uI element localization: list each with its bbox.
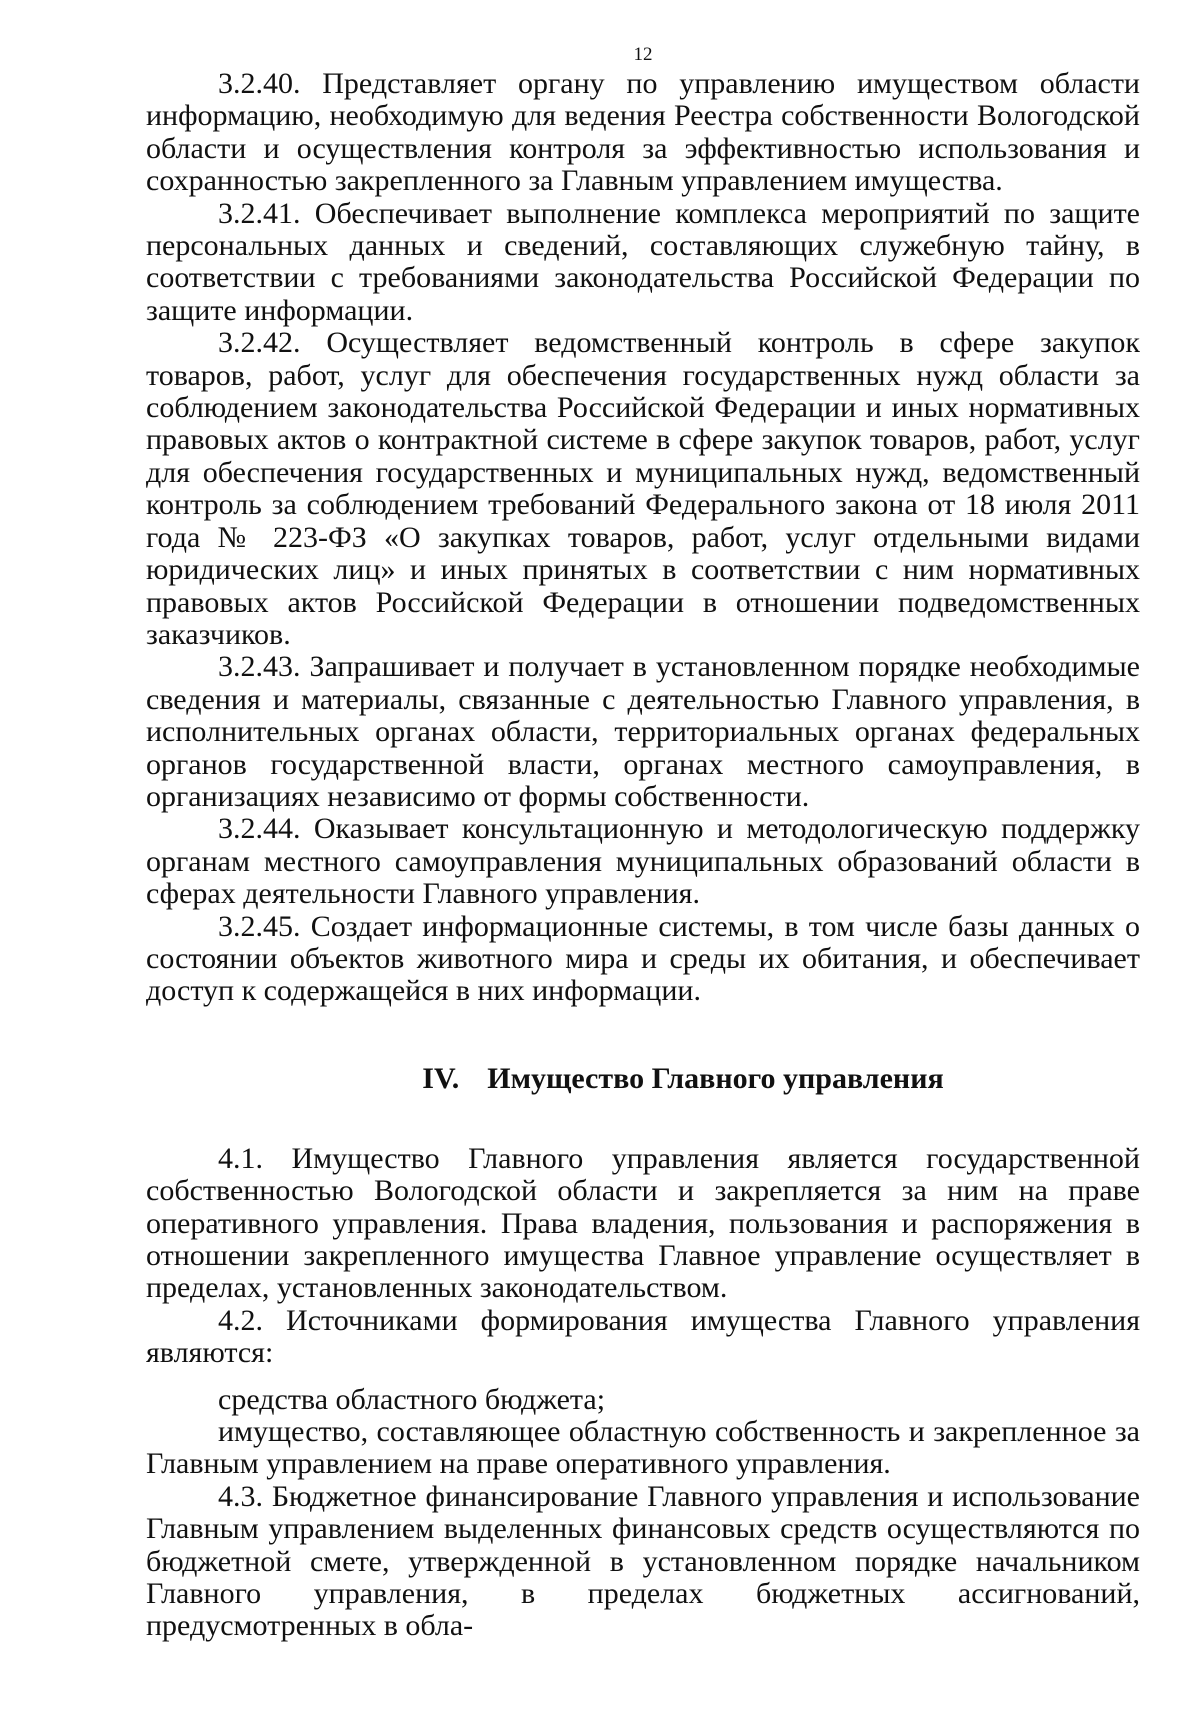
paragraph-4-1: 4.1. Имущество Главного управления является государственной собственностью Вологодской области и закрепляется за ним на праве оперативного управления. Права владения, пользования и распоряжения в отношении закрепленного имущества Главное управление осуществляет в пределах, установленных законодательством. bbox=[146, 1141, 1140, 1305]
paragraph-4-3: 4.3. Бюджетное финансирование Главного управления и использование Главным управлением выделенных финансовых средств осуществляются по бюджетной смете, утвержденной в установленном порядке начальником Главного управления, в пределах бюджетных ассигнований, предусмотренных в обла- bbox=[146, 1479, 1140, 1643]
paragraph-3-2-40: 3.2.40. Представляет органу по управлению имуществом области информацию, необходимую для ведения Реестра собственности Вологодской области и осуществления контроля за эффективностью использования и сохранностью закрепленного за Главным управлением имущества. bbox=[146, 67, 1140, 198]
paragraph-3-2-42: 3.2.42. Осуществляет ведомственный контроль в сфере закупок товаров, работ, услуг для обеспечения государственных нужд области за соблюдением законодательства Российской Федерации и иных нормативных правовых актов о контрактной системе в сфере закупок товаров, работ, услуг для обеспечения государственных и муниципальных нужд, ведомственный контроль за соблюдением требований Федерального закона от 18 июля 2011 года № 223-ФЗ «О закупках товаров, работ, услуг отдельными видами юридических лиц» и иных принятых в соответствии с ним нормативных правовых актов Российской Федерации в отношении подведомственных заказчиков. bbox=[146, 326, 1140, 651]
paragraph-3-2-41: 3.2.41. Обеспечивает выполнение комплекса мероприятий по защите персональных данных и сведений, составляющих служебную тайну, в соответствии с требованиями законодательства Российской Федерации по защите информации. bbox=[146, 196, 1140, 327]
list-item-budget: средства областного бюджета; bbox=[218, 1382, 606, 1416]
paragraph-3-2-44: 3.2.44. Оказывает консультационную и методологическую поддержку органам местного самоуправления муниципальных образований области в сферах деятельности Главного управления. bbox=[146, 812, 1140, 911]
paragraph-3-2-43: 3.2.43. Запрашивает и получает в установленном порядке необходимые сведения и материалы, связанные с деятельностью Главного управления, в исполнительных органах области, территориальных органах федеральных органов государственной власти, органах местного самоуправления, в организациях независимо от формы собственности. bbox=[146, 650, 1140, 813]
section-number: IV. bbox=[422, 1061, 460, 1095]
paragraph-3-2-45: 3.2.45. Создает информационные системы, в том числе базы данных о состоянии объектов животного мира и среды их обитания, и обеспечивает доступ к содержащейся в них информации. bbox=[146, 909, 1140, 1008]
page-number: 12 bbox=[633, 44, 653, 65]
section-title: Имущество Главного управления bbox=[487, 1061, 944, 1095]
paragraph-4-2: 4.2. Источниками формирования имущества Главного управления являются: bbox=[146, 1303, 1140, 1370]
list-item-property: имущество, составляющее областную собственность и закрепленное за Главным управлением на праве оперативного управления. bbox=[146, 1415, 1140, 1481]
section-heading bbox=[146, 1063, 1140, 1095]
